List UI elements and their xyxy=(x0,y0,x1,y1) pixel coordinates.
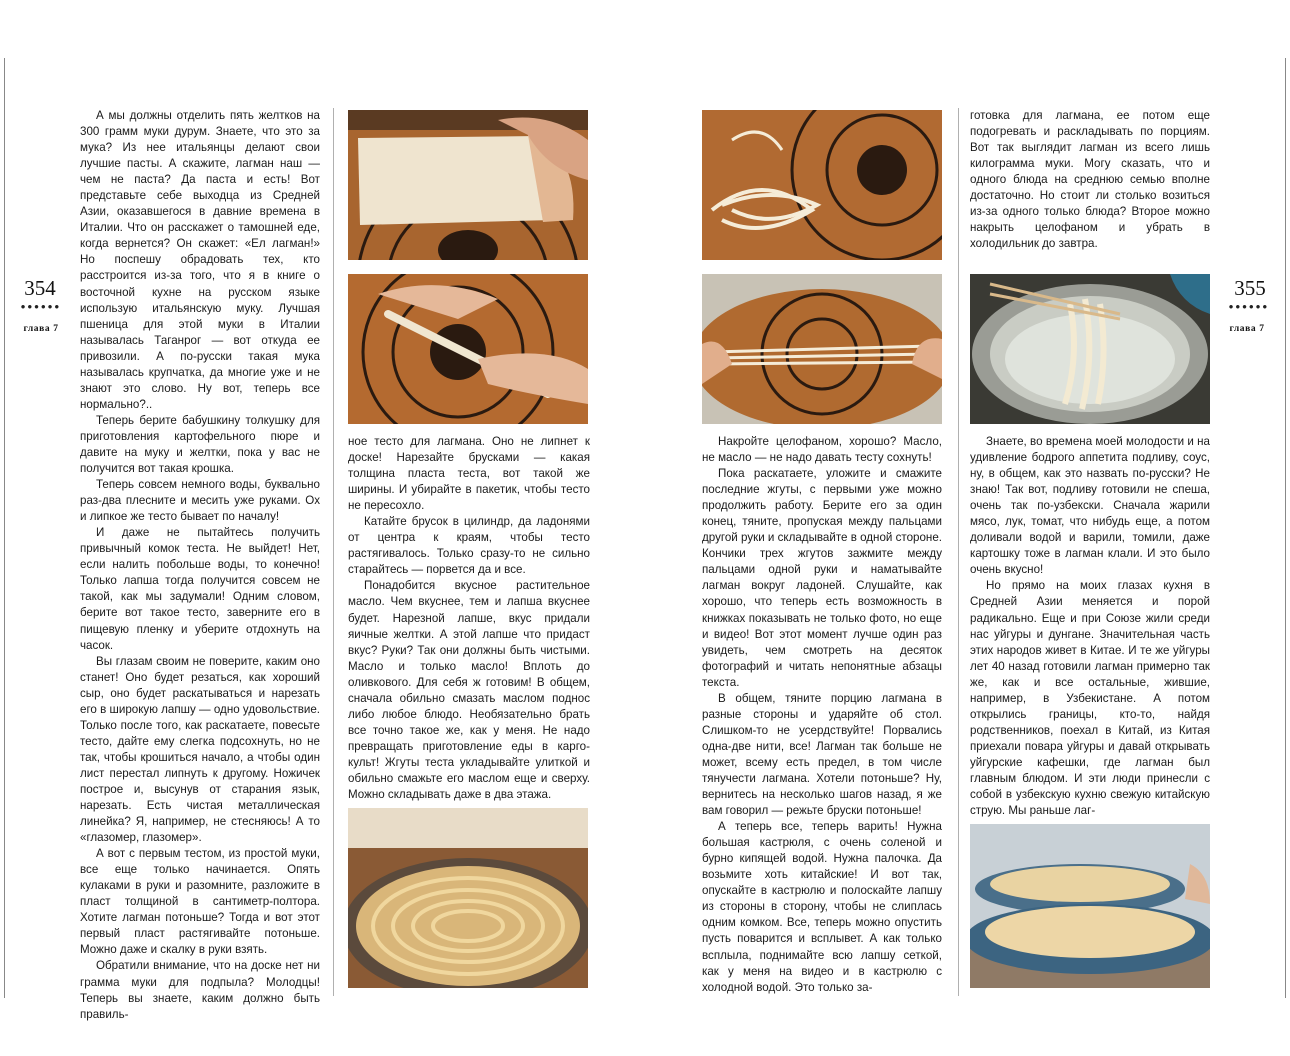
paragraph: готовка для лагмана, ее потом еще подогревать и раскладывать по порциям. Вот так выглядит лагман из всего лишь килограмма муки. Могу сказать, что и одного блюда на среднюю семью вполне достаточно. Но стоит ли столько возиться из-за одного только блюда? Второе можно накрыть целофаном и убрать в холодильник до завтра. xyxy=(970,109,1210,251)
paragraph: В общем, тяните порцию лагмана в разные стороны и ударяйте об стол. Слишком-то не усердствуйте! Порвались одна-две нити, все! Лагман так больше не может, всему есть предел, в том числе тянучести лагмана. Хотели потоньше? Ну, вернитесь на несколько шагов назад, я же вам говорил — режьте бруски потоньше! xyxy=(702,691,942,818)
page-dots-right: •••••• xyxy=(1228,299,1270,314)
paragraph: Теперь совсем немного воды, буквально раз-два плесните и месить уже руками. Ох и липкое же тесто бывает по началу! xyxy=(80,478,320,524)
page-number-right: 355 xyxy=(1234,276,1266,300)
paragraph: Накройте целофаном, хорошо? Масло, не масло — не надо давать тесту сохнуть! xyxy=(702,435,942,465)
paragraph: А мы должны отделить пять желтков на 300 грамм муки дурум. Знаете, что это за мука? Из нее итальянцы делают свои лучшие пасты. А скажите, лагман наш — чем не паста? Да паста и есть! Вот представьте себе выходца из Средней Азии, оказавшегося в давние времена в Италии. Что он расскажет о тамошней еде, когда вернется? Он скажет: «Ел лагман!» Но поспешу обрадовать тех, кто расстроится из-за того, что я в книге о восточной кухне на русском языке использую итальянскую муку. Лучшая пшеница для этой муки в Италии называлась Таганрог — вот откуда ее привозили. А по-русски такая мука называлась крупчатка, да многие уже и не знают это слово. Ну вот, теперь все нормально?.. xyxy=(80,109,320,411)
text-column-2 xyxy=(348,434,590,803)
dough-rolling-photo xyxy=(348,274,588,424)
paragraph: Пока раскатаете, уложите и смажите последние жгуты, с первыми уже можно продолжить работу. Берите его за один конец, тяните, пропуская между пальцами другой руки и складывайте в одной стороне. Кончики трех жгутов зажмите между пальцами одной руки и наматывайте лагман вокруг ладоней. Слушайте, как хорошо, что теперь есть возможность в книжках показывать не только фото, но еще и видео! Вот этот момент лучше один раз увидеть, чем смотреть на десяток фотографий и читать непонятные абзацы текста. xyxy=(702,467,942,689)
noodle-spiral-tray-photo xyxy=(348,808,588,988)
noodle-plates-photo xyxy=(970,824,1210,988)
noodle-strands-board-photo xyxy=(702,110,942,260)
paragraph: Знаете, во времена моей молодости и на удивление бодрого аппетита подливу, соус, ну, в общем, как это назвать по-русски? Не знаю! Так вот, подливу готовили не спеша, очень так по-узбекски. Сначала жарили мясо, лук, томат, что нибудь еще, а потом доливали водой и варили, томили, даже картошку тоже в лагман клали. И это было очень вкусно! xyxy=(970,435,1210,577)
chapter-label-left: глава 7 xyxy=(23,324,59,334)
paragraph: Но прямо на моих глазах кухня в Средней Азии меняется и порой радикально. Еще и при Союзе жили среди нас уйгуры и дунгане. Значительная часть этих народов живет в Китае. И те же уйгуры лет 40 назад готовили лагман примерно так же, как и все остальные, жившие, например, в Узбекистане. А потом открылись границы, кто-то, найдя родственников, поехал в Китай, из Китая приехали повара уйгуры и давай открывать уйгурские кафешки, где лагман был главным блюдом. И эти люди принесли с собой в узбекскую кухню свежую китайскую струю. Мы раньше лаг- xyxy=(970,579,1210,818)
text-column-3 xyxy=(702,434,942,996)
column-divider-left xyxy=(333,108,334,996)
noodle-boiling-photo xyxy=(970,274,1210,424)
paragraph: ное тесто для лагмана. Оно не липнет к доске! Нарезайте брусками — какая толщина пласта теста, вот такой же ширины. И убирайте в пакетик, чтобы тесто не пересохло. xyxy=(348,435,590,513)
paragraph: Вы глазам своим не поверите, каким оно станет! Оно будет резаться, как хороший сыр, оно будет раскатываться и нарезать его в широкую лапшу — одно удовольствие. Только после того, как раскатаете, повесьте тесто, дайте ему слегка подсохнуть, но не так, чтобы крошиться начало, а чтобы один лист перестал липнуть к другому. Ножичек построе и, высунув от старания язык, нарезать. Есть чистая металлическая линейка? Я, например, не стесняюсь! А то «глазомер, глазомер». xyxy=(80,654,320,845)
dough-folding-photo xyxy=(348,110,588,260)
chapter-label-right: глава 7 xyxy=(1229,324,1265,334)
left-page-edge xyxy=(4,58,5,998)
noodle-stretching-photo xyxy=(702,274,942,424)
paragraph: Теперь берите бабушкину толкушку для приготовления картофельного пюре и давите на муку и желтки, пока у вас не получится вот такая крошка. xyxy=(80,413,320,476)
paragraph: Катайте брусок в цилиндр, да ладонями от центра к краям, чтобы тесто растягивалось. Только сразу-то не сильно старайтесь — порвется да и все. xyxy=(348,515,590,577)
text-column-4-bottom xyxy=(970,434,1210,819)
text-column-1 xyxy=(80,108,320,1023)
column-divider-right xyxy=(958,108,959,996)
page-dots-left: •••••• xyxy=(20,299,62,314)
paragraph: Понадобится вкусное растительное масло. Чем вкуснее, тем и лапша вкуснее будет. Нарезной лапше, вкус придали яичные желтки. А этой лапше что придаст вкус? Руки? Так они должны быть чистыми. Масло и только масло! Вплоть до оливкового. Для себя ж готовим! В общем, сначала обильно смазать маслом поднос либо любое блюдо. Необязательно брать все точно такое же, как у меня. Не надо превращать приготовление еды в карго-культ! Жгуты теста укладывайте улиткой и обильно смажьте его маслом еще и сверху. Можно складывать даже в два этажа. xyxy=(348,579,590,802)
text-column-4-top xyxy=(970,108,1210,252)
paragraph: Обратили внимание, что на доске нет ни грамма муки для подпыла? Молодцы! Теперь вы знаете, каким должно быть правиль- xyxy=(80,959,320,1021)
paragraph: А теперь все, теперь варить! Нужна большая кастрюля, с очень соленой и бурно кипящей водой. Нужна палочка. Да возьмите хоть китайские! И вот так, опускайте в кастрюлю и полоскайте лапшу из стороны в сторону, чтобы не слиплась одним комком. Все, теперь можно опустить пусть поварится и всплывет. А как только всплыла, поднимайте всю лапшу сеткой, как у меня на видео и в кастрюлю с холодной водой. Это только за- xyxy=(702,820,942,994)
paragraph: И даже не пытайтесь получить привычный комок теста. Не выйдет! Нет, если налить побольше воды, то конечно! Только лапша тогда получится совсем не такой, как мы задумали! Одним словом, берите вот такое тесто, заверните его в пищевую пленку и уберите отдохнуть на часок. xyxy=(80,526,320,652)
paragraph: А вот с первым тестом, из простой муки, все еще только начинается. Опять кулаками в руки и разомните, разложите в пласт толщиной в сантиметр-полтора. Хотите лагман потоньше? Тогда и вот этот первый пласт растягивайте потоньше. Можно даже и скалку в руки взять. xyxy=(80,847,320,957)
right-page-edge xyxy=(1285,58,1286,998)
page-number-left: 354 xyxy=(24,276,56,300)
